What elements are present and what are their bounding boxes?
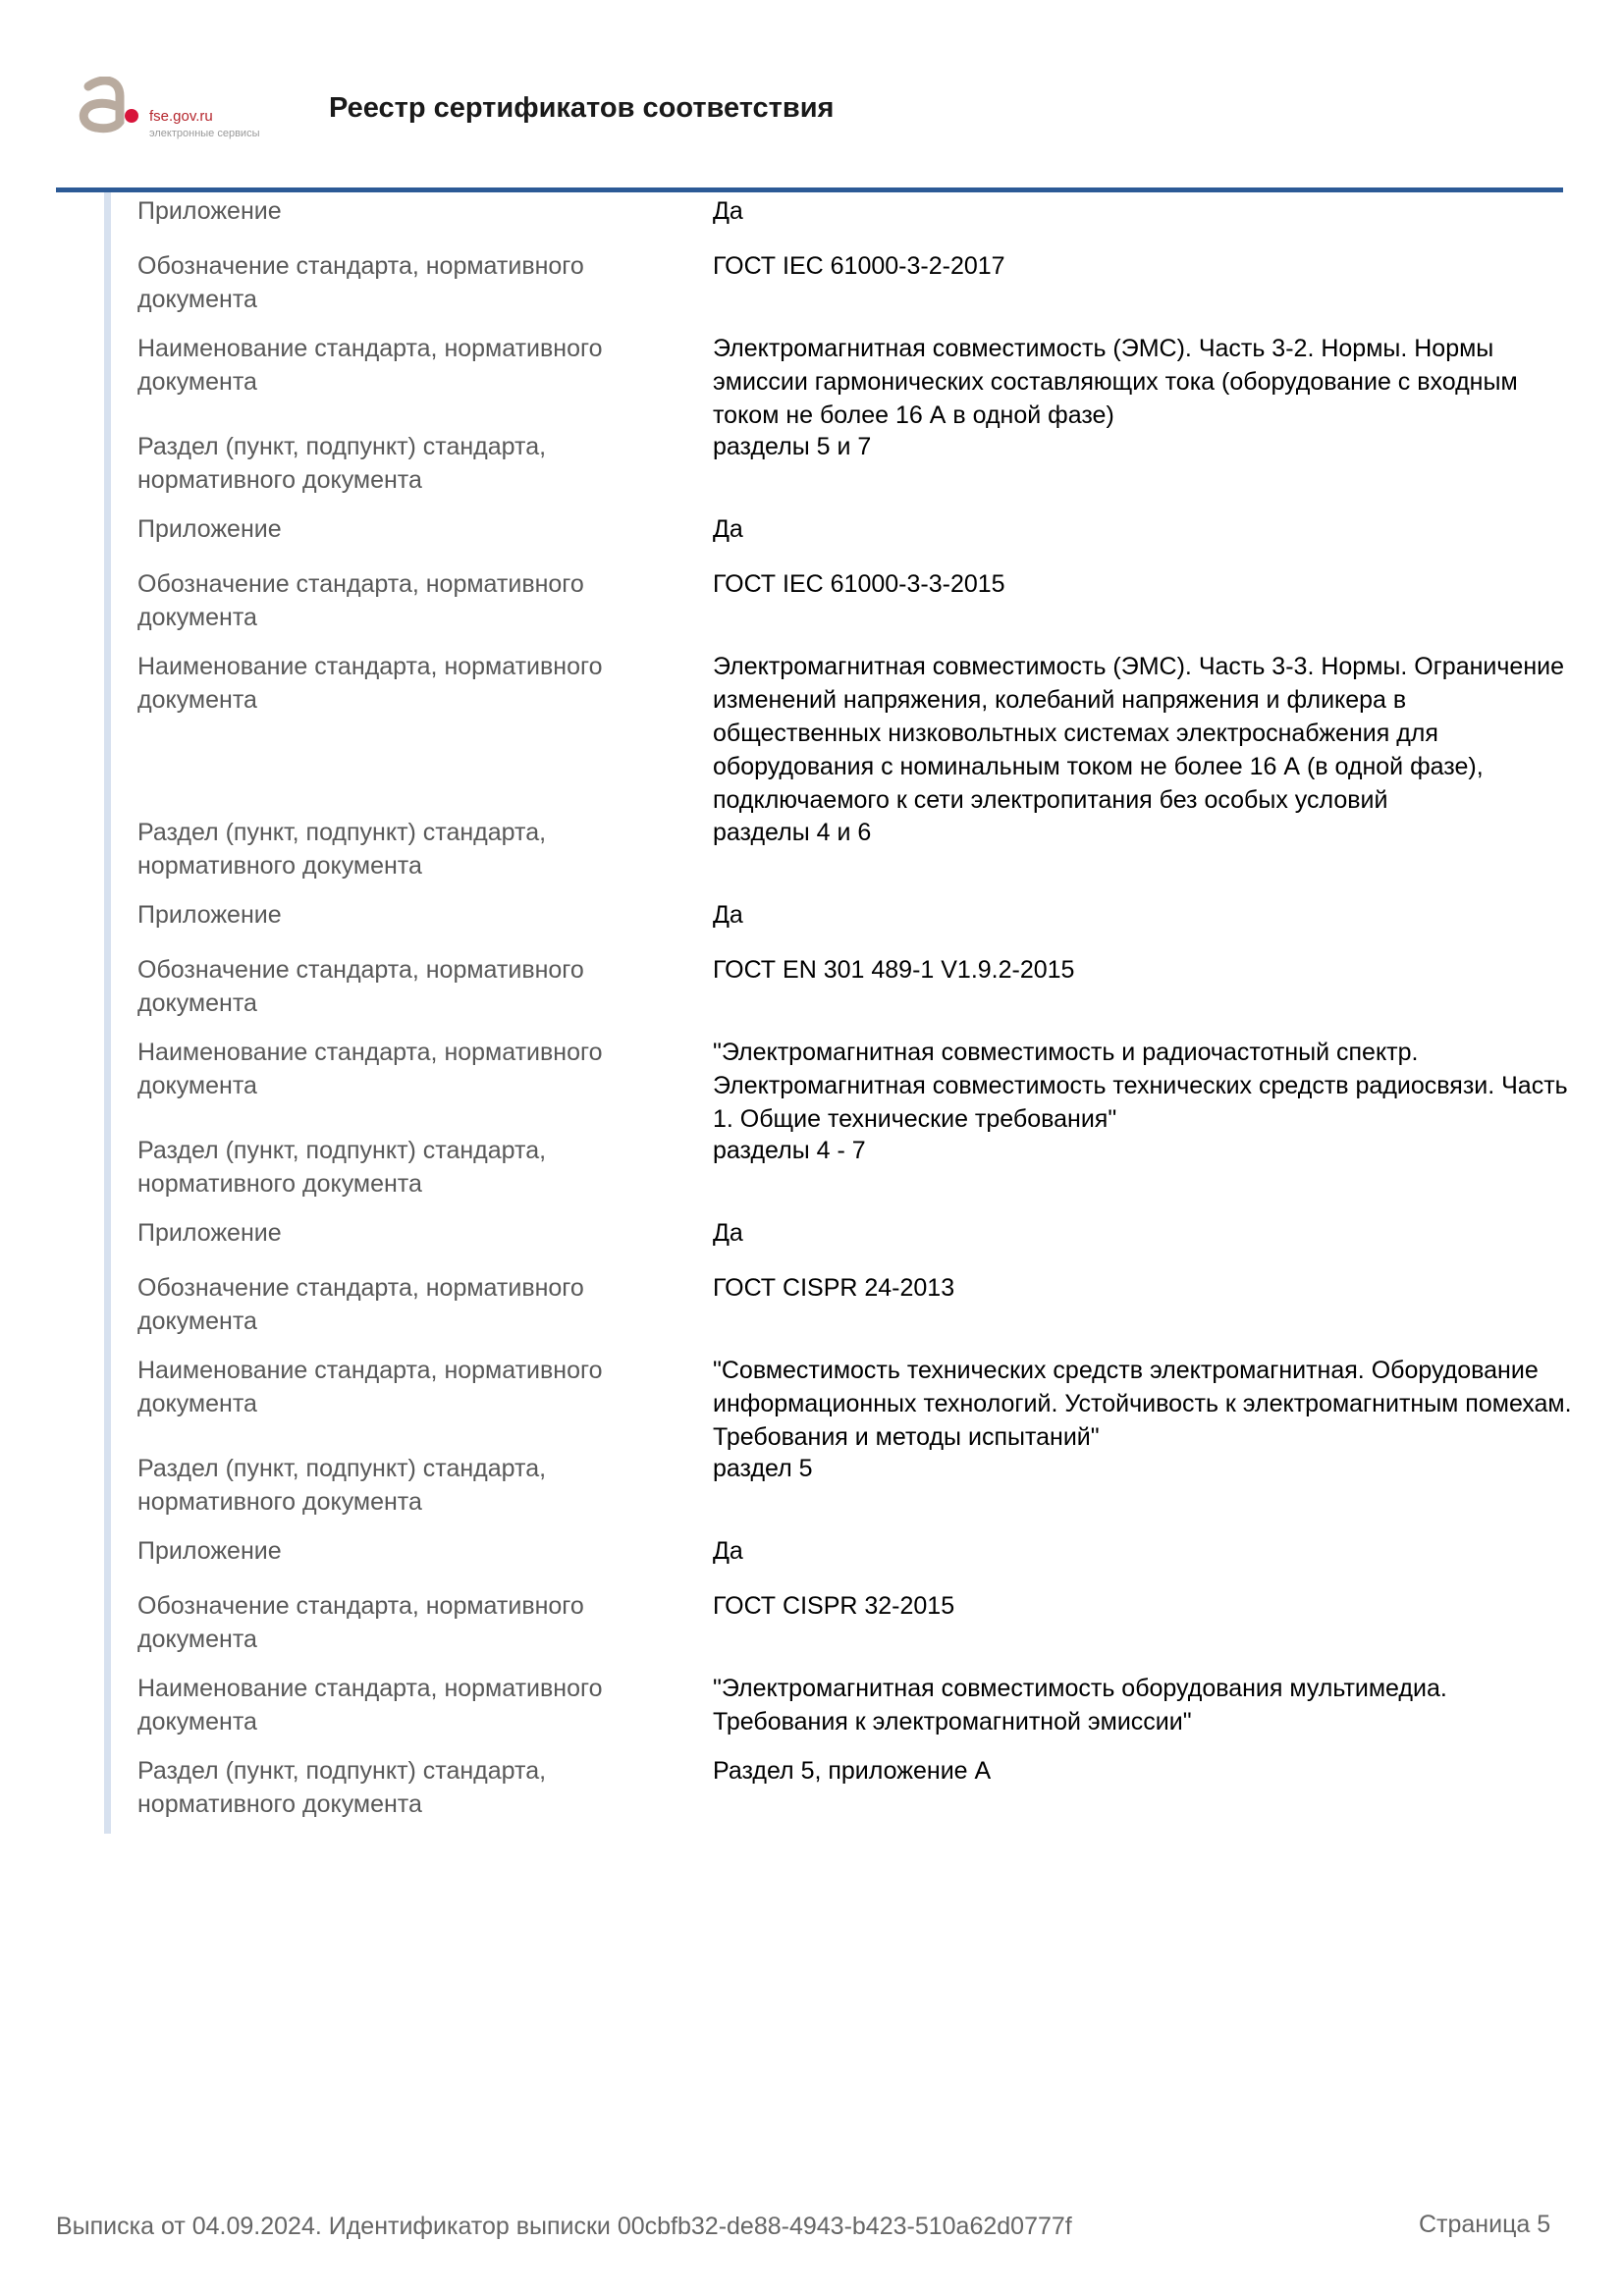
row-label: Раздел (пункт, подпункт) стандарта, нормативного документа <box>137 819 547 880</box>
logo-tagline: электронные сервисы <box>149 128 260 139</box>
row-value: ГОСТ IEC 61000-3-3-2015 <box>713 570 1005 598</box>
row-standard-code <box>137 1271 1571 1354</box>
row-value: "Электромагнитная совместимость оборудования мультимедиа. Требования к электромагнитной эмиссии" <box>713 1675 1447 1735</box>
extract-identifier: Выписка от 04.09.2024. Идентификатор выписки 00cbfb32-de88-4943-b423-510a62d0777f <box>56 2213 1072 2240</box>
row-value: ГОСТ CISPR 32-2015 <box>713 1592 955 1620</box>
row-standard-code <box>137 1589 1571 1672</box>
row-value: Да <box>713 1219 743 1247</box>
row-appendix <box>137 194 1571 249</box>
row-label: Наименование стандарта, нормативного документа <box>137 1039 603 1099</box>
row-label: Приложение <box>137 901 282 929</box>
row-appendix <box>137 898 1571 953</box>
row-label: Раздел (пункт, подпункт) стандарта, нормативного документа <box>137 433 547 494</box>
row-label: Наименование стандарта, нормативного документа <box>137 1675 603 1735</box>
row-label: Обозначение стандарта, нормативного документа <box>137 1274 584 1335</box>
row-value: ГОСТ CISPR 24-2013 <box>713 1274 955 1302</box>
row-value: "Электромагнитная совместимость и радиочастотный спектр. Электромагнитная совместимость технических средств радиосвязи. Часть 1. Общие технические требования" <box>713 1039 1568 1133</box>
row-standard-section <box>137 1452 1571 1534</box>
row-label: Раздел (пункт, подпункт) стандарта, нормативного документа <box>137 1137 547 1198</box>
row-value: Да <box>713 1537 743 1565</box>
row-label: Приложение <box>137 197 282 225</box>
page-number: Страница 5 <box>1419 2211 1551 2238</box>
row-label: Приложение <box>137 1537 282 1565</box>
row-standard-section <box>137 816 1571 898</box>
row-value: Раздел 5, приложение А <box>713 1757 992 1785</box>
row-standard-code <box>137 567 1571 650</box>
row-value: Да <box>713 901 743 929</box>
row-standard-name <box>137 650 1571 816</box>
logo-domain: fse.gov.ru <box>149 108 213 125</box>
row-value: разделы 4 и 6 <box>713 819 872 846</box>
left-accent-bar <box>104 192 111 1834</box>
row-value: Да <box>713 197 743 225</box>
row-value: ГОСТ EN 301 489-1 V1.9.2-2015 <box>713 956 1075 984</box>
certificate-details-list <box>137 194 1571 1837</box>
row-standard-section <box>137 430 1571 512</box>
page-title: Реестр сертификатов соответствия <box>329 92 835 124</box>
row-value: раздел 5 <box>713 1455 813 1482</box>
row-standard-name <box>137 1672 1571 1754</box>
fse-logo <box>77 77 273 145</box>
row-standard-name <box>137 1036 1571 1134</box>
row-appendix <box>137 1216 1571 1271</box>
row-label: Наименование стандарта, нормативного документа <box>137 1357 603 1417</box>
row-value: разделы 5 и 7 <box>713 433 872 460</box>
row-value: Электромагнитная совместимость (ЭМС). Часть 3-2. Нормы. Нормы эмиссии гармонических составляющих тока (оборудование с входным током не более 16 А в одной фазе) <box>713 335 1518 429</box>
row-standard-name <box>137 332 1571 430</box>
row-value: ГОСТ IEC 61000-3-2-2017 <box>713 252 1005 280</box>
row-label: Приложение <box>137 1219 282 1247</box>
row-standard-section <box>137 1754 1571 1837</box>
row-standard-section <box>137 1134 1571 1216</box>
row-value: "Совместимость технических средств электромагнитная. Оборудование информационных технологий. Устойчивость к электромагнитным помехам. Требования и методы испытаний" <box>713 1357 1572 1451</box>
row-standard-name <box>137 1354 1571 1452</box>
row-label: Раздел (пункт, подпункт) стандарта, нормативного документа <box>137 1757 547 1818</box>
row-label: Обозначение стандарта, нормативного документа <box>137 1592 584 1653</box>
row-standard-code <box>137 953 1571 1036</box>
row-standard-code <box>137 249 1571 332</box>
row-label: Обозначение стандарта, нормативного документа <box>137 956 584 1017</box>
row-label: Наименование стандарта, нормативного документа <box>137 653 603 714</box>
row-label: Приложение <box>137 515 282 543</box>
row-value: Электромагнитная совместимость (ЭМС). Часть 3-3. Нормы. Ограничение изменений напряжения, колебаний напряжения и фликера в общественных низковольтных системах электроснабжения для оборудования с номинальным током не более 16 А (в одной фазе), подключаемого к сети электропитания без особых условий <box>713 653 1564 814</box>
row-label: Обозначение стандарта, нормативного документа <box>137 570 584 631</box>
row-value: Да <box>713 515 743 543</box>
row-appendix <box>137 1534 1571 1589</box>
row-label: Обозначение стандарта, нормативного документа <box>137 252 584 313</box>
header-divider <box>56 187 1563 192</box>
row-appendix <box>137 512 1571 567</box>
row-label: Раздел (пункт, подпункт) стандарта, нормативного документа <box>137 1455 547 1516</box>
row-value: разделы 4 - 7 <box>713 1137 866 1164</box>
fse-logo-icon <box>77 77 139 135</box>
row-label: Наименование стандарта, нормативного документа <box>137 335 603 396</box>
